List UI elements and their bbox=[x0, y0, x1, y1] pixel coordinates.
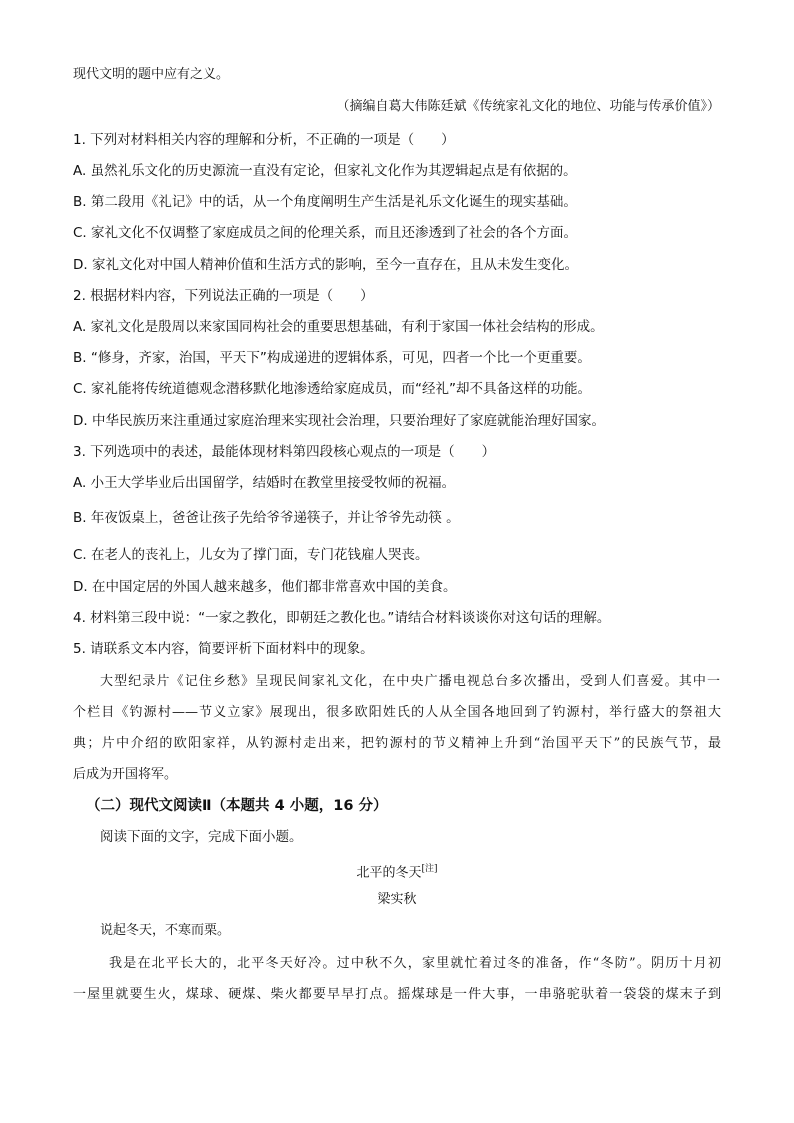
question-1-stem: 1. 下列对材料相关内容的理解和分析，不正确的一项是（ ） bbox=[73, 132, 455, 148]
question-2-option-b: B. “修身，齐家，治国，平天下”构成递进的逻辑体系，可见，四者一个比一个更重要。 bbox=[73, 350, 591, 366]
question-3-option-c: C. 在老人的丧礼上，儿女为了撑门面，专门花钱雇人哭丧。 bbox=[73, 547, 429, 563]
source-note: （摘编自葛大伟陈廷斌《传统家礼文化的地位、功能与传承价值》） bbox=[336, 99, 720, 114]
essay-title-block bbox=[0, 860, 794, 882]
essay-para-line-2: 一屋里就要生火，煤球、硬煤、柴火都要早早打点。摇煤球是一件大事，一串骆驼驮着一袋袋的煤末子到 bbox=[73, 987, 721, 1002]
instruction: 阅读下面的文字，完成下面小题。 bbox=[100, 829, 303, 845]
top-line: 现代文明的题中应有之义。 bbox=[73, 67, 230, 82]
question-1-option-d: D. 家礼文化对中国人精神价值和生活方式的影响，至今一直存在，且从未发生变化。 bbox=[73, 257, 578, 273]
question-4-stem: 4. 材料第三段中说：“一家之教化，即朝廷之教化也。”请结合材料谈谈你对这句话的理解。 bbox=[73, 610, 611, 626]
question-3-option-a: A. 小王大学毕业后出国留学，结婚时在教堂里接受牧师的祝福。 bbox=[73, 475, 456, 491]
section-title: （二）现代文阅读Ⅱ（本题共 4 小题，16 分） bbox=[86, 798, 388, 814]
essay-first-line: 说起冬天，不寒而栗。 bbox=[100, 923, 231, 938]
material-line-4: 后成为开国将军。 bbox=[73, 767, 178, 782]
question-2-stem: 2. 根据材料内容，下列说法正确的一项是（ ） bbox=[73, 288, 374, 304]
material-line-1: 大型纪录片《记住乡愁》呈现民间家礼文化，在中央广播电视总台多次播出，受到人们喜爱。其中一 bbox=[100, 674, 720, 689]
essay-author: 梁实秋 bbox=[377, 892, 417, 907]
question-1-option-a: A. 虽然礼乐文化的历史源流一直没有定论，但家礼文化作为其逻辑起点是有依据的。 bbox=[73, 163, 577, 179]
question-2-option-a: A. 家礼文化是殷周以来家国同构社会的重要思想基础，有利于家国一体社会结构的形成。 bbox=[73, 319, 604, 335]
question-3-option-b: B. 年夜饭桌上，爸爸让孩子先给爷爷递筷子，并让爷爷先动筷 。 bbox=[73, 510, 460, 526]
question-3-stem: 3. 下列选项中的表述，最能体现材料第四段核心观点的一项是（ ） bbox=[73, 444, 496, 460]
essay-note-mark: [注] bbox=[421, 864, 438, 874]
essay-para-line-1: 我是在北平长大的，北平冬天好冷。过中秋不久，家里就忙着过冬的准备，作“冬防”。阴历十月初 bbox=[109, 956, 721, 971]
material-line-3: 典；片中介绍的欧阳家祥，从钓源村走出来，把钓源村的节义精神上升到“治国平天下”的民族气节，最 bbox=[73, 736, 721, 751]
question-5-stem: 5. 请联系文本内容，简要评析下面材料中的现象。 bbox=[73, 641, 374, 657]
material-line-2: 个栏目《钓源村——节义立家》展现出，很多欧阳姓氏的人从全国各地回到了钓源村，举行盛大的祭祖大 bbox=[73, 705, 721, 720]
question-2-option-d: D. 中华民族历来注重通过家庭治理来实现社会治理，只要治理好了家庭就能治理好国家。 bbox=[73, 413, 605, 429]
essay-title: 北平的冬天 bbox=[356, 865, 422, 881]
question-2-option-c: C. 家礼能将传统道德观念潜移默化地渗透给家庭成员，而“经礼”却不具备这样的功能。 bbox=[73, 381, 591, 397]
question-3-option-d: D. 在中国定居的外国人越来越多，他们都非常喜欢中国的美食。 bbox=[73, 579, 457, 595]
question-1-option-b: B. 第二段用《礼记》中的话，从一个角度阐明生产生活是礼乐文化诞生的现实基础。 bbox=[73, 194, 577, 210]
question-1-option-c: C. 家礼文化不仅调整了家庭成员之间的伦理关系，而且还渗透到了社会的各个方面。 bbox=[73, 225, 578, 241]
